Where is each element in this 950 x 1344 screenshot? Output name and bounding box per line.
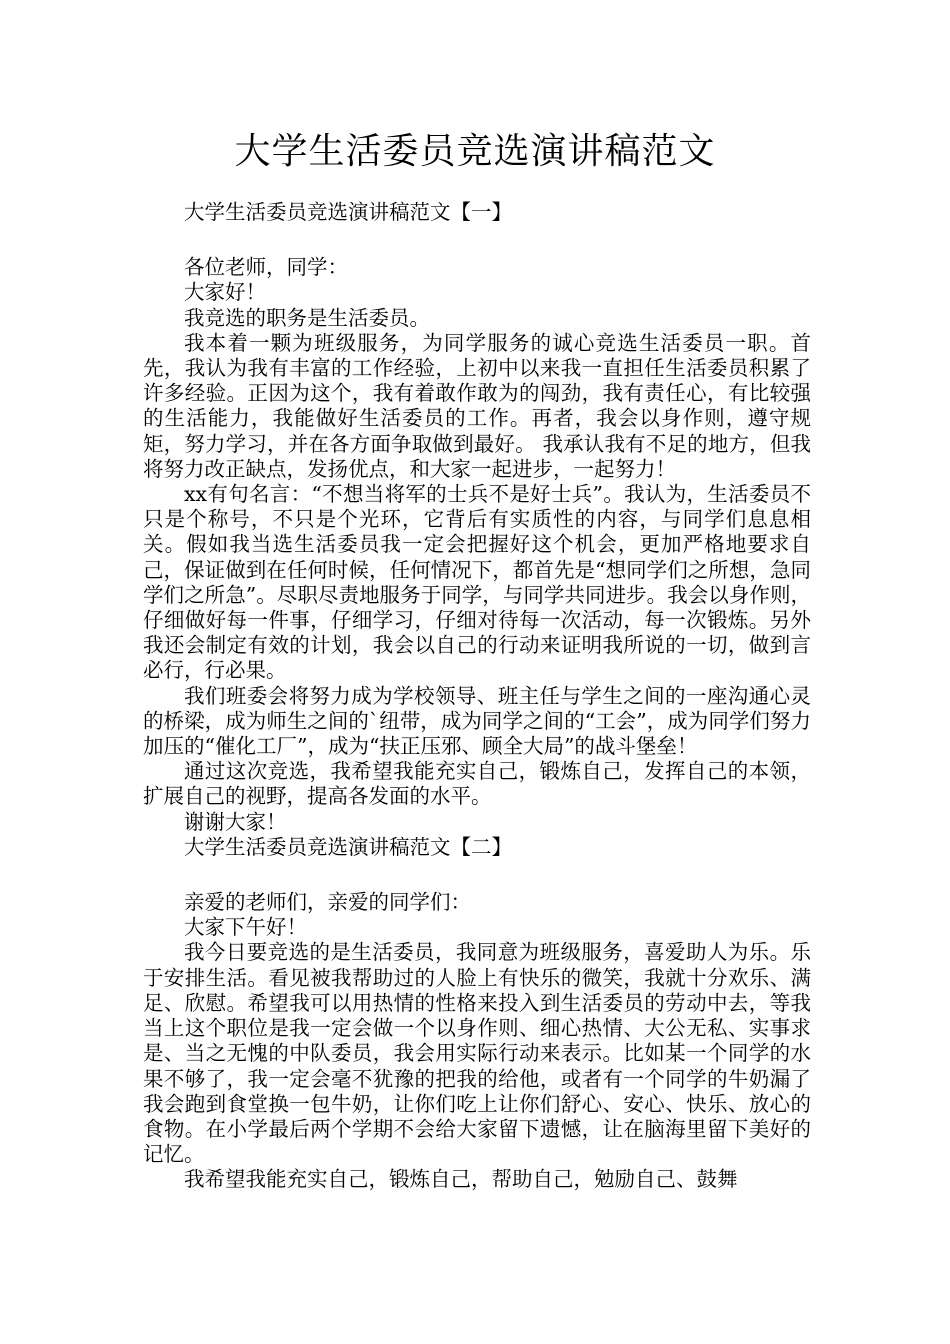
greeting: 大家下午好！ [184,915,307,940]
document-body [143,200,811,1193]
section-heading: 大学生活委员竞选演讲稿范文【二】 [184,834,512,859]
document-title: 大学生活委员竞选演讲稿范文 [234,131,716,172]
paragraph: 我竞选的职务是生活委员。 [184,305,430,330]
greeting: 大家好！ [184,280,266,305]
section-spacer [143,860,811,890]
paragraph: 通过这次竞选，我希望我能充实自己，锻炼自己，发挥自己的本领，扩展自己的视野，提高各发面的水平。 [143,759,811,809]
paragraph: xx有句名言：“不想当将军的士兵不是好士兵”。我认为，生活委员不只是个称号，不只是个光环，它背后有实质性的内容，与同学们息息相关。假如我当选生活委员我一定会把握好这个机会，更加严格地要求自己，保证做到在任何时候，任何情况下，都首先是“想同学们之所想，急同学们之所急”。尽职尽责地服务于同学，与同学共同进步。我会以身作则，仔细做好每一件事，仔细学习，仔细对待每一次活动，每一次锻炼。另外我还会制定有效的计划，我会以自己的行动来证明我所说的一切，做到言必行，行必果。 [143,482,811,683]
paragraph: 我今日要竞选的是生活委员，我同意为班级服务，喜爱助人为乐。乐于安排生活。看见被我帮助过的人脸上有快乐的微笑，我就十分欢乐、满足、欣慰。希望我可以用热情的性格来投入到生活委员的劳动中去，等我当上这个职位是我一定会做一个以身作则、细心热情、大公无私、实事求是、当之无愧的中队委员，我会用实际行动来表示。比如某一个同学的水果不够了，我一定会毫不犹豫的把我的给他，或者有一个同学的牛奶漏了我会跑到食堂换一包牛奶，让你们吃上让你们舒心、安心、快乐、放心的食物。在小学最后两个学期不会给大家留下遗憾，让在脑海里留下美好的记忆。 [143,940,811,1167]
salutation: 亲爱的老师们，亲爱的同学们： [184,890,471,915]
paragraph: 我本着一颗为班级服务，为同学服务的诚心竞选生活委员一职。首先，我认为我有丰富的工作经验，上初中以来我一直担任生活委员积累了许多经验。正因为这个，我有着敢作敢为的闯劲，我有责任心，有比较强的生活能力，我能做好生活委员的工作。再者，我会以身作则，遵守规矩，努力学习，并在各方面争取做到最好。 我承认我有不足的地方，但我将努力改正缺点，发扬优点，和大家一起进步，一起努力！ [143,330,811,481]
closing: 谢谢大家！ [184,809,287,834]
section-spacer [143,225,811,255]
salutation: 各位老师，同学： [184,255,348,280]
section-heading: 大学生活委员竞选演讲稿范文【一】 [184,200,512,224]
paragraph: 我们班委会将努力成为学校领导、班主任与学生之间的一座沟通心灵的桥梁，成为师生之间的`纽带，成为同学之间的“工会”，成为同学们努力加压的“催化工厂”，成为“扶正压邪、顾全大局”的战斗堡垒！ [143,683,811,759]
paragraph: 我希望我能充实自己，锻炼自己，帮助自己，勉励自己、鼓舞 [184,1167,738,1192]
